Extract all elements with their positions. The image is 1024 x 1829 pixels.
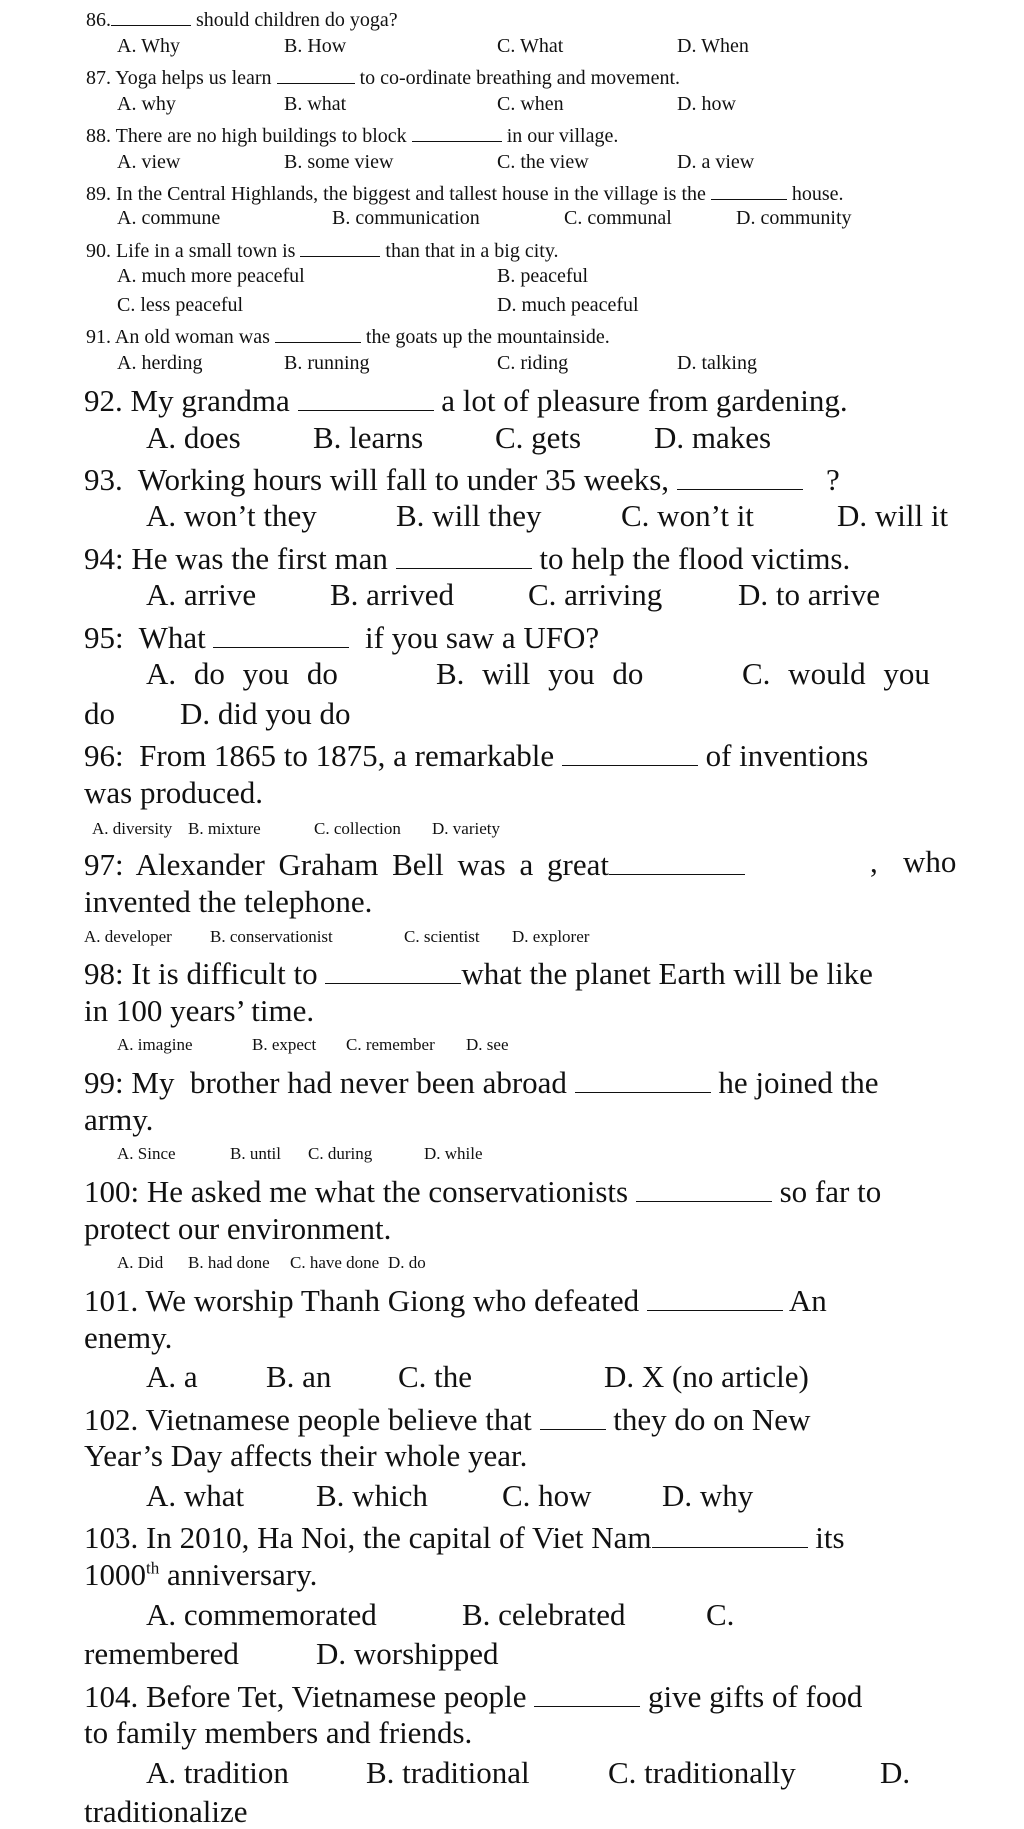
option-102-b: B. which [316, 1478, 428, 1513]
option-99-a: A. Since [117, 1144, 176, 1163]
option-93-a: A. won’t they [146, 498, 317, 533]
question-97: 97: Alexander Graham Bell was a great [84, 846, 745, 880]
question-102: 102. Vietnamese people believe that they do on New [84, 1401, 811, 1437]
option-89-c: C. communal [564, 207, 672, 229]
option-95-d: D. did you do [180, 696, 351, 731]
option-92-c: C. gets [495, 420, 582, 455]
question-104-cont: to family members and friends. [84, 1715, 473, 1750]
option-97-c: C. scientist [404, 927, 480, 946]
option-97-b: B. conservationist [210, 927, 333, 946]
option-91-d: D. talking [677, 352, 757, 374]
option-100-c: C. have done [290, 1253, 380, 1272]
question-89: 89. In the Central Highlands, the biggest and tallest house in the village is the house. [86, 183, 844, 205]
question-100-cont: protect our environment. [84, 1211, 392, 1246]
option-92-a: A. does [146, 420, 241, 455]
question-96-cont: was produced. [84, 775, 264, 810]
option-86-b: B. How [284, 35, 347, 57]
option-98-a: A. imagine [117, 1035, 193, 1054]
question-92: 92. My grandma a lot of pleasure from gardening. [84, 382, 848, 418]
option-92-b: B. learns [313, 420, 424, 455]
option-96-d: D. variety [432, 819, 500, 838]
option-88-c: C. the view [497, 151, 589, 173]
option-87-a: A. why [117, 93, 176, 115]
option-87-d: D. how [677, 93, 736, 115]
option-101-b: B. an [266, 1359, 332, 1394]
question-97-cont: invented the telephone. [84, 884, 373, 919]
option-104-b: B. traditional [366, 1755, 530, 1790]
option-96-a: A. diversity [92, 819, 173, 838]
option-86-c: C. What [497, 35, 564, 57]
option-101-a: A. a [146, 1359, 198, 1394]
option-95-c: C. would you [742, 656, 930, 691]
question-97-comma: , [870, 844, 878, 879]
option-94-b: B. arrived [330, 577, 454, 612]
option-103-c: C. [706, 1597, 735, 1632]
question-96: 96: From 1865 to 1875, a remarkable of inventions [84, 737, 869, 773]
question-98-cont: in 100 years’ time. [84, 993, 315, 1028]
option-95-c-wrap: do [84, 696, 115, 731]
question-99: 99: My brother had never been abroad he joined the [84, 1064, 879, 1100]
option-93-b: B. will they [396, 498, 542, 533]
question-101-cont: enemy. [84, 1320, 173, 1355]
option-94-c: C. arriving [528, 577, 663, 612]
option-98-c: C. remember [346, 1035, 435, 1054]
option-101-c: C. the [398, 1359, 473, 1394]
question-91: 91. An old woman was the goats up the mountainside. [86, 326, 610, 348]
question-87: 87. Yoga helps us learn to co-ordinate breathing and movement. [86, 67, 681, 89]
question-90: 90. Life in a small town is than that in a big city. [86, 240, 559, 262]
option-88-b: B. some view [284, 151, 394, 173]
question-101: 101. We worship Thanh Giong who defeated An [84, 1282, 827, 1318]
option-87-c: C. when [497, 93, 564, 115]
option-91-b: B. running [284, 352, 370, 374]
option-89-d: D. community [736, 207, 852, 229]
option-98-d: D. see [466, 1035, 509, 1054]
question-93: 93. Working hours will fall to under 35 weeks, ? [84, 461, 840, 497]
option-102-a: A. what [146, 1478, 245, 1513]
option-89-a: A. commune [117, 207, 221, 229]
option-99-c: C. during [308, 1144, 373, 1163]
option-90-c: C. less peaceful [117, 294, 244, 316]
question-103: 103. In 2010, Ha Noi, the capital of Viet Nam its [84, 1519, 845, 1555]
option-90-b: B. peaceful [497, 265, 589, 287]
question-102-cont: Year’s Day affects their whole year. [84, 1438, 528, 1473]
option-91-a: A. herding [117, 352, 203, 374]
question-104: 104. Before Tet, Vietnamese people give gifts of food [84, 1678, 863, 1714]
question-95: 95: What if you saw a UFO? [84, 619, 600, 655]
option-90-d: D. much peaceful [497, 294, 639, 316]
option-94-a: A. arrive [146, 577, 257, 612]
option-95-b: B. will you do [436, 656, 644, 691]
option-104-d: D. [880, 1755, 911, 1790]
option-102-d: D. why [662, 1478, 754, 1513]
option-103-a: A. commemorated [146, 1597, 377, 1632]
option-104-c: C. traditionally [608, 1755, 796, 1790]
option-101-d: D. X (no article) [604, 1359, 809, 1394]
question-97-who: who [903, 844, 957, 879]
option-94-d: D. to arrive [738, 577, 881, 612]
question-103-cont: 1000th anniversary. [84, 1557, 318, 1592]
option-97-a: A. developer [84, 927, 172, 946]
option-104-a: A. tradition [146, 1755, 289, 1790]
option-93-c: C. won’t it [621, 498, 754, 533]
question-94: 94: He was the first man to help the flood victims. [84, 540, 851, 576]
option-104-d-wrap: traditionalize [84, 1794, 248, 1829]
option-95-a: A. do you do [146, 656, 338, 691]
option-92-d: D. makes [654, 420, 772, 455]
option-87-b: B. what [284, 93, 347, 115]
option-86-d: D. When [677, 35, 749, 57]
option-102-c: C. how [502, 1478, 592, 1513]
option-97-d: D. explorer [512, 927, 590, 946]
option-99-d: D. while [424, 1144, 483, 1163]
option-89-b: B. communication [332, 207, 480, 229]
option-88-a: A. view [117, 151, 181, 173]
option-93-d: D. will it [837, 498, 949, 533]
option-103-d: D. worshipped [316, 1636, 499, 1671]
question-86: 86. should children do yoga? [86, 9, 398, 31]
option-100-a: A. Did [117, 1253, 164, 1272]
option-100-b: B. had done [188, 1253, 270, 1272]
option-103-b: B. celebrated [462, 1597, 626, 1632]
option-98-b: B. expect [252, 1035, 317, 1054]
option-86-a: A. Why [117, 35, 180, 57]
question-88: 88. There are no high buildings to block in our village. [86, 125, 619, 147]
option-96-c: C. collection [314, 819, 401, 838]
option-91-c: C. riding [497, 352, 569, 374]
option-88-d: D. a view [677, 151, 755, 173]
question-99-cont: army. [84, 1102, 154, 1137]
option-90-a: A. much more peaceful [117, 265, 305, 287]
question-100: 100: He asked me what the conservationists so far to [84, 1173, 882, 1209]
option-96-b: B. mixture [188, 819, 261, 838]
option-100-d: D. do [388, 1253, 426, 1272]
option-99-b: B. until [230, 1144, 282, 1163]
option-103-c-wrap: remembered [84, 1636, 239, 1671]
question-98: 98: It is difficult to what the planet Earth will be like [84, 955, 873, 991]
